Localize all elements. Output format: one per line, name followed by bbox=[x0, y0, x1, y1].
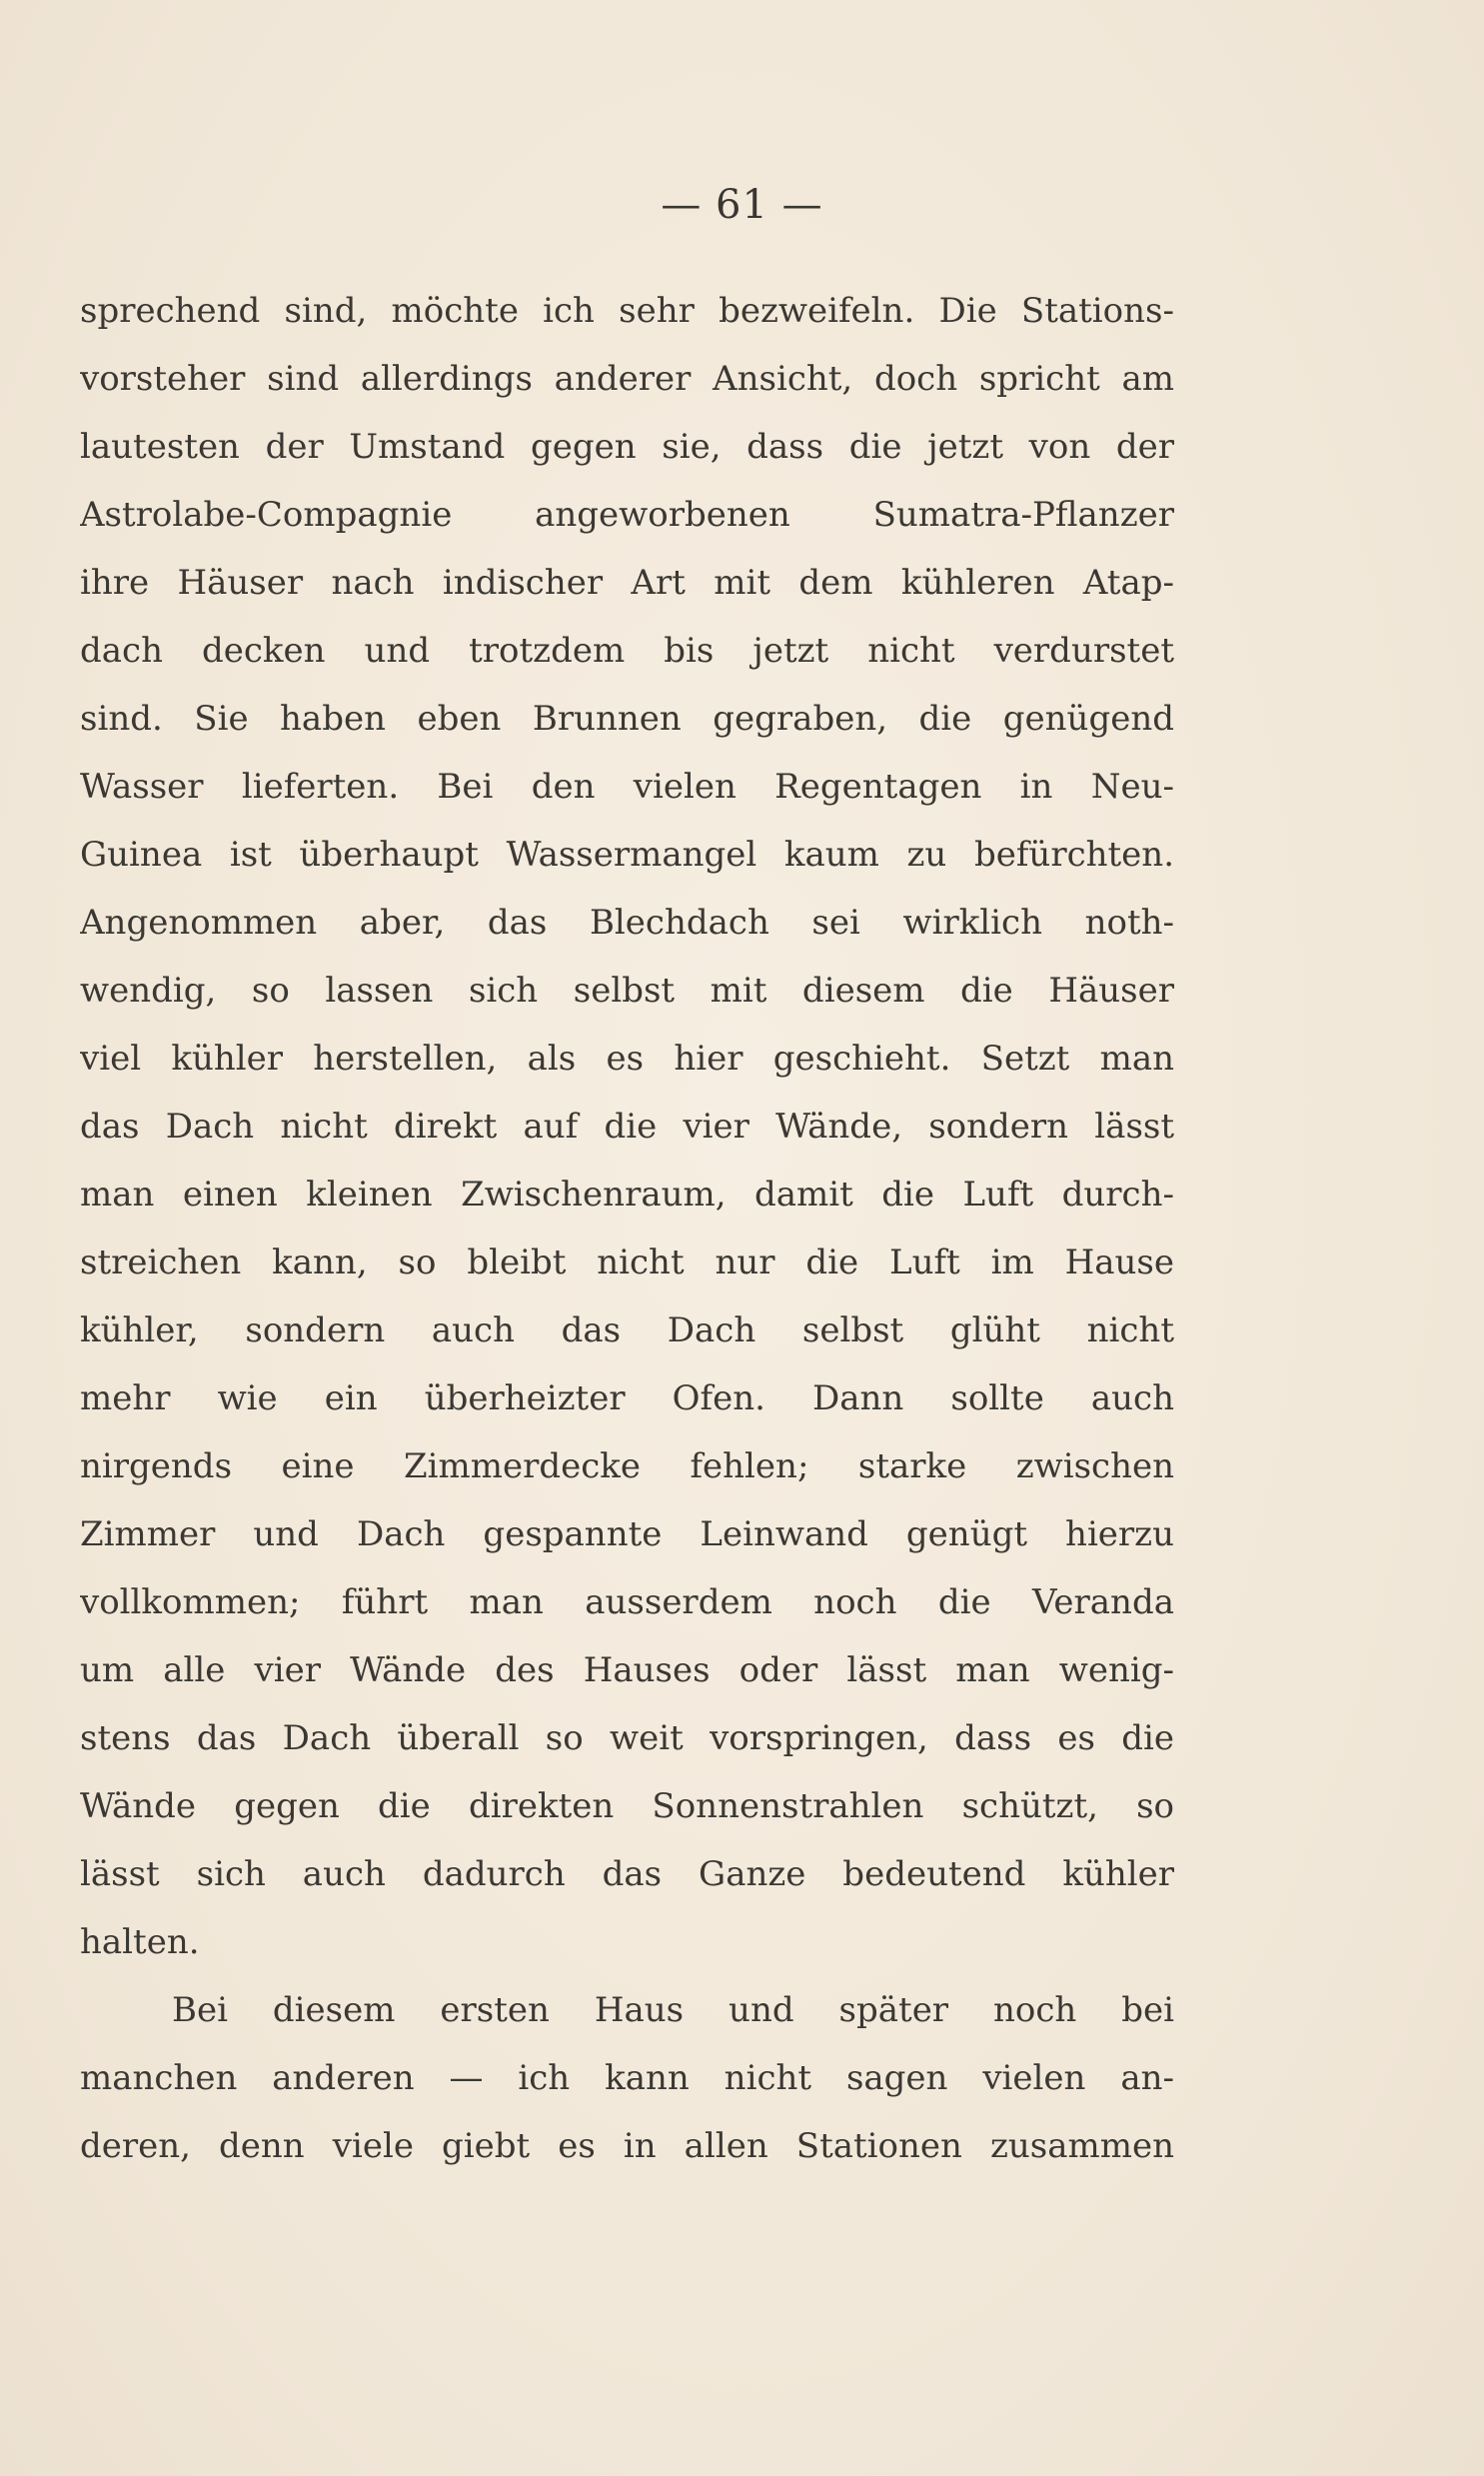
paragraph-end-line: halten. bbox=[80, 1922, 200, 1962]
text-line: stens das Dach überall so weit vorspringen, dass es die bbox=[80, 1718, 1174, 1758]
text-line: um alle vier Wände des Hauses oder lässt man wenig- bbox=[80, 1650, 1174, 1690]
text-line: Angenommen aber, das Blechdach sei wirklich noth- bbox=[80, 903, 1174, 943]
text-line: streichen kann, so bleibt nicht nur die Luft im Hause bbox=[80, 1242, 1174, 1282]
text-line: dach decken und trotzdem bis jetzt nicht verdurstet bbox=[80, 631, 1174, 671]
text-line: vollkommen; führt man ausserdem noch die Veranda bbox=[80, 1582, 1174, 1622]
text-line: sind. Sie haben eben Brunnen gegraben, die genügend bbox=[80, 699, 1174, 739]
page-number: — 61 — bbox=[661, 182, 823, 228]
paragraph-start-line: Bei diesem ersten Haus und später noch bei bbox=[172, 1990, 1174, 2030]
body-text bbox=[80, 277, 1174, 2180]
text-line: nirgends eine Zimmerdecke fehlen; starke zwischen bbox=[80, 1446, 1174, 1486]
text-line: sprechend sind, möchte ich sehr bezweifeln. Die Stations- bbox=[80, 291, 1174, 331]
text-line: man einen kleinen Zwischenraum, damit die Luft durch- bbox=[80, 1175, 1174, 1215]
text-line: kühler, sondern auch das Dach selbst glüht nicht bbox=[80, 1310, 1174, 1350]
text-line: Wände gegen die direkten Sonnenstrahlen schützt, so bbox=[80, 1786, 1174, 1826]
text-line: Wasser lieferten. Bei den vielen Regentagen in Neu- bbox=[80, 767, 1174, 807]
text-line: Guinea ist überhaupt Wassermangel kaum zu befürchten. bbox=[80, 835, 1174, 875]
text-line: manchen anderen — ich kann nicht sagen vielen an- bbox=[80, 2058, 1174, 2098]
text-line: mehr wie ein überheizter Ofen. Dann sollte auch bbox=[80, 1378, 1174, 1418]
text-line: lautesten der Umstand gegen sie, dass die jetzt von der bbox=[80, 427, 1174, 467]
text-line: viel kühler herstellen, als es hier geschieht. Setzt man bbox=[80, 1039, 1174, 1079]
text-line: deren, denn viele giebt es in allen Stationen zusammen bbox=[80, 2126, 1174, 2166]
text-line: ihre Häuser nach indischer Art mit dem kühleren Atap- bbox=[80, 563, 1174, 603]
text-line: Astrolabe-Compagnie angeworbenen Sumatra-Pflanzer bbox=[80, 495, 1174, 535]
text-line: vorsteher sind allerdings anderer Ansicht, doch spricht am bbox=[80, 359, 1174, 399]
text-line: Zimmer und Dach gespannte Leinwand genügt hierzu bbox=[80, 1514, 1174, 1554]
text-line: lässt sich auch dadurch das Ganze bedeutend kühler bbox=[80, 1854, 1174, 1894]
text-line: wendig, so lassen sich selbst mit diesem die Häuser bbox=[80, 971, 1174, 1011]
text-line: das Dach nicht direkt auf die vier Wände, sondern lässt bbox=[80, 1107, 1174, 1147]
